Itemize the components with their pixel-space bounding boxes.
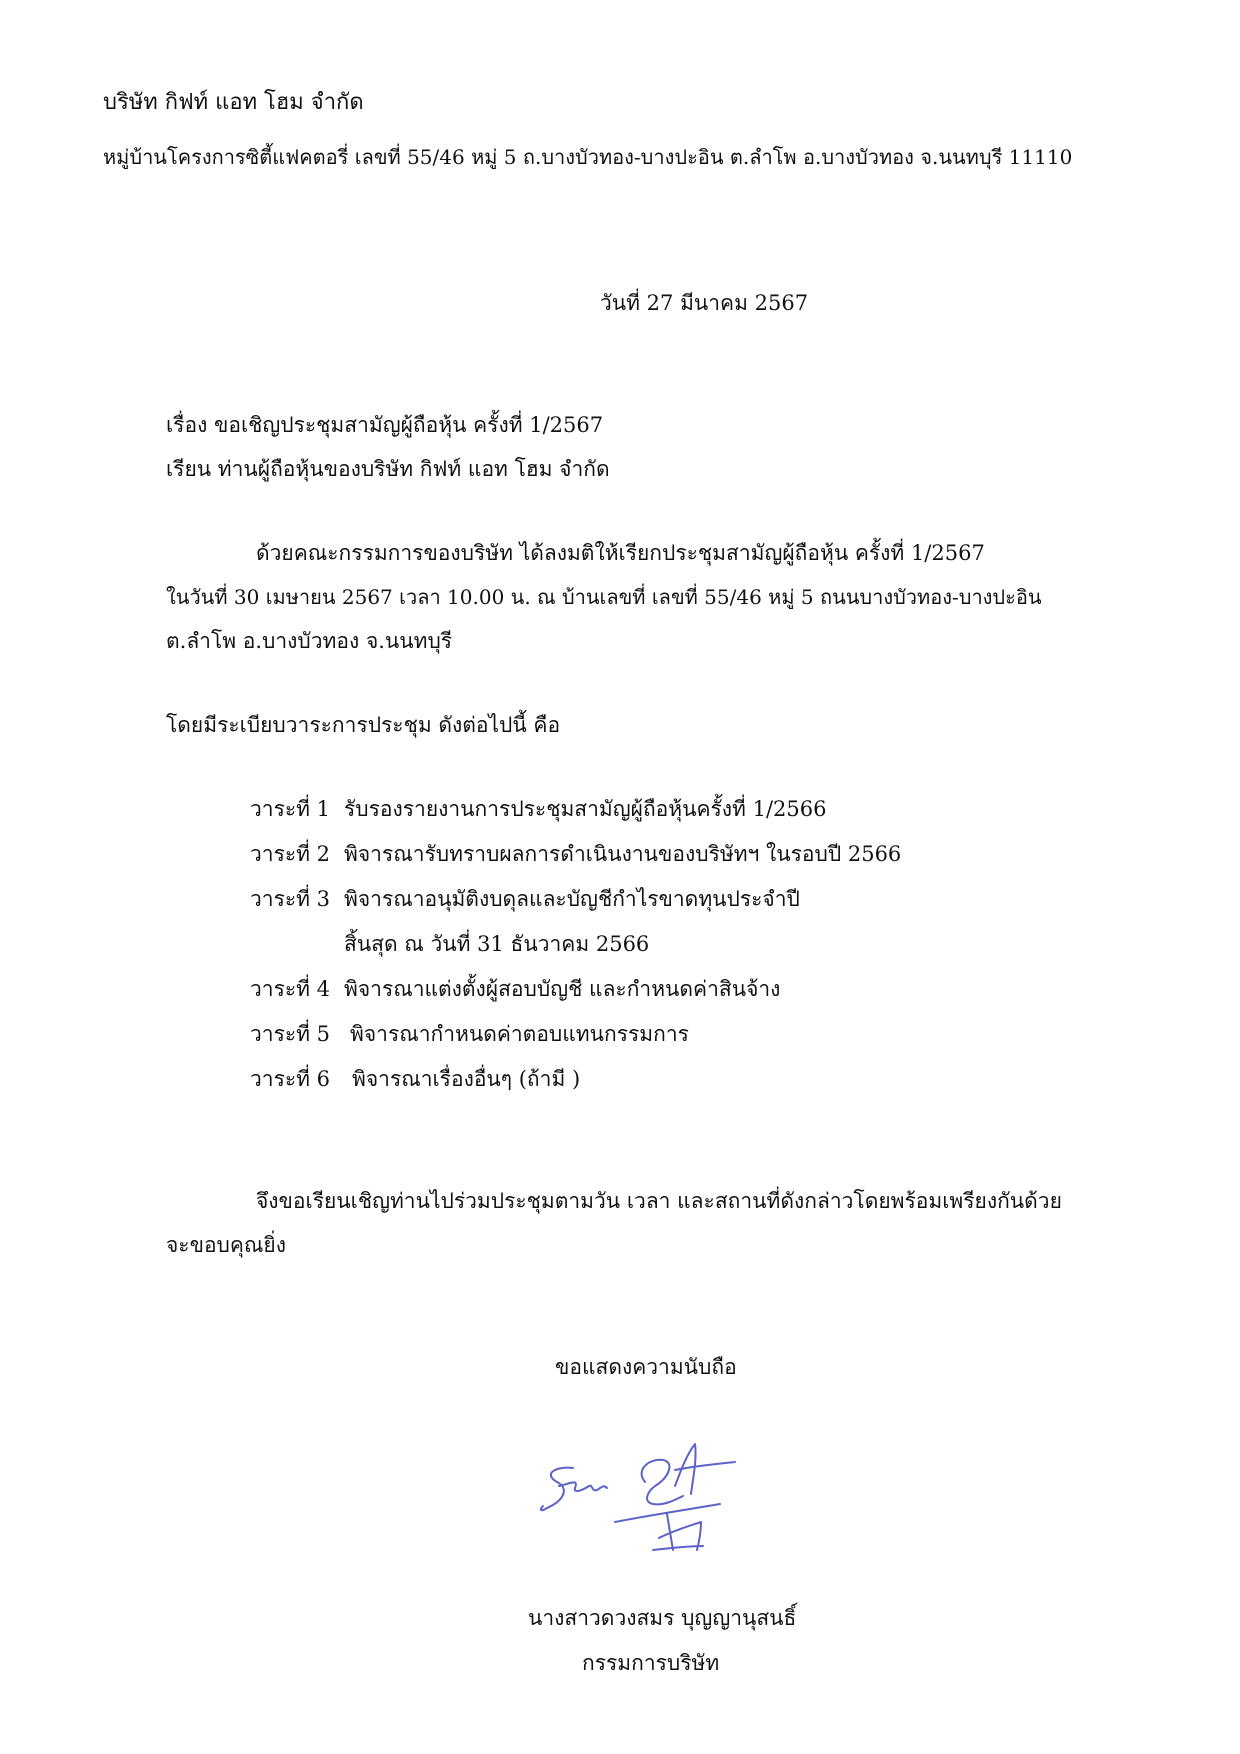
signer-title: กรรมการบริษัท [582,1651,720,1675]
signer-name: นางสาวดวงสมร บุญญานุสนธิ์ [528,1606,797,1630]
body-paragraph-line: ในวันที่ 30 เมษายน 2567 เวลา 10.00 น. ณ บ้านเลขที่ เลขที่ 55/46 หมู่ 5 ถนนบางบัวทอง-บางปะอิน [166,585,1042,609]
body-paragraph-line: ด้วยคณะกรรมการของบริษัท ได้ลงมติให้เรียกประชุมสามัญผู้ถือหุ้น ครั้งที่ 1/2567 [256,541,985,565]
agenda-text: พิจารณารับทราบผลการดำเนินงานของบริษัทฯ ในรอบปี 2566 [344,842,902,866]
regards: ขอแสดงความนับถือ [555,1355,737,1379]
closing-line: จะขอบคุณยิ่ง [166,1233,286,1257]
body-paragraph-line: ต.ลำโพ อ.บางบัวทอง จ.นนทบุรี [166,629,453,653]
company-name: บริษัท กิฟท์ แอท โฮม จำกัด [103,90,364,115]
letter-date: วันที่ 27 มีนาคม 2567 [600,291,809,315]
agenda-number: วาระที่ 2 [250,842,331,866]
closing-line: จึงขอเรียนเชิญท่านไปร่วมประชุมตามวัน เวลา และสถานที่ดังกล่าวโดยพร้อมเพรียงกันด้วย [256,1189,1062,1213]
signature-image [535,1430,765,1560]
agenda-number: วาระที่ 4 [250,977,331,1001]
agenda-number: วาระที่ 3 [250,887,331,911]
agenda-text: พิจารณากำหนดค่าตอบแทนกรรมการ [350,1022,689,1046]
agenda-text: สิ้นสุด ณ วันที่ 31 ธันวาคม 2566 [344,932,650,956]
letter-subject: เรื่อง ขอเชิญประชุมสามัญผู้ถือหุ้น ครั้งที่ 1/2567 [166,413,604,437]
agenda-text: รับรองรายงานการประชุมสามัญผู้ถือหุ้นครั้งที่ 1/2566 [344,797,827,821]
agenda-number: วาระที่ 5 [250,1022,331,1046]
agenda-number: วาระที่ 6 [250,1067,331,1091]
letter-recipient: เรียน ท่านผู้ถือหุ้นของบริษัท กิฟท์ แอท โฮม จำกัด [166,457,610,481]
agenda-text: พิจารณาเรื่องอื่นๆ (ถ้ามี ) [352,1067,581,1091]
agenda-number: วาระที่ 1 [250,797,331,821]
company-address: หมู่บ้านโครงการซิตี้แฟคตอรี่ เลขที่ 55/46 หมู่ 5 ถ.บางบัวทอง-บางปะอิน ต.ลำโพ อ.บางบัวทอง จ.นนทบุรี 11110 [103,145,1073,169]
agenda-text: พิจารณาแต่งตั้งผู้สอบบัญชี และกำหนดค่าสินจ้าง [344,977,781,1001]
agenda-text: พิจารณาอนุมัติงบดุลและบัญชีกำไรขาดทุนประจำปี [344,887,800,911]
agenda-intro: โดยมีระเบียบวาระการประชุม ดังต่อไปนี้ คือ [166,713,561,737]
